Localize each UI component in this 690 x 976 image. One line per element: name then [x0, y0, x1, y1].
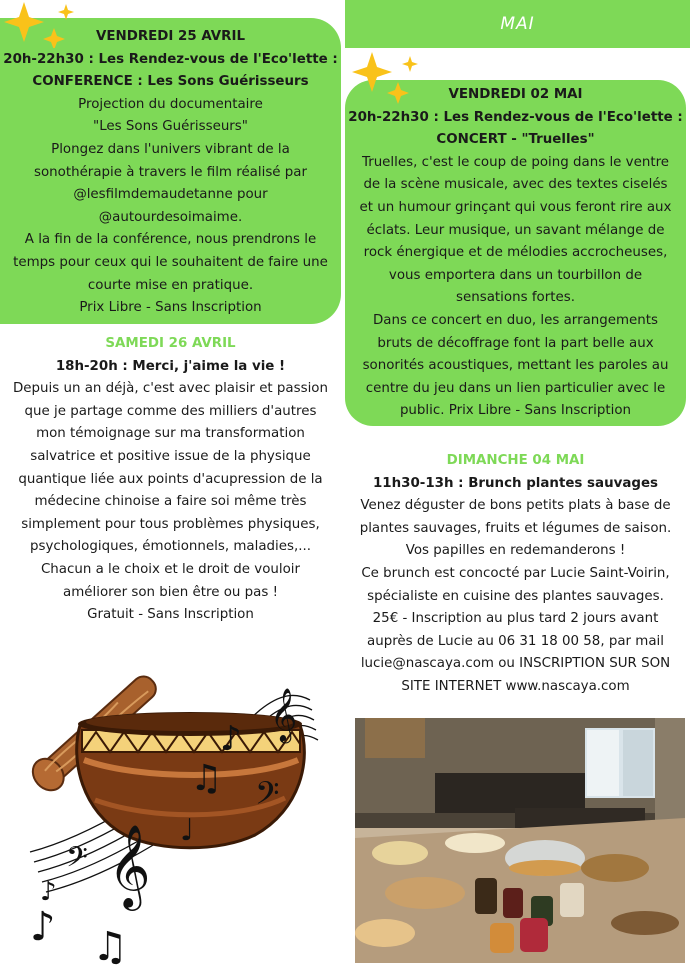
- event-04-mai: [345, 450, 686, 699]
- event-line: lucie@nascaya.com ou INSCRIPTION SUR SON: [360, 656, 671, 672]
- music-note-icon: ♫: [92, 924, 128, 970]
- music-note-icon: ♩: [180, 813, 195, 848]
- event-line: Projection du documentaire: [78, 96, 263, 112]
- event-line: centre du jeu dans un lien particulier avec le: [365, 380, 666, 396]
- event-line: que je partage comme des milliers d'autres: [24, 403, 317, 419]
- event-26-avril: [0, 333, 341, 627]
- singing-bowl-illustration: [0, 640, 330, 976]
- event-line: sensations fortes.: [456, 290, 575, 306]
- event-time: 18h-20h : Merci, j'aime la vie !: [55, 358, 286, 374]
- event-line: @autourdesoimaime.: [98, 209, 243, 225]
- event-line: 25€ - Inscription au plus tard 2 jours avant: [372, 611, 659, 627]
- event-line: sonorités acoustiques, mettant les paroles au: [362, 358, 669, 374]
- event-line: simplement pour tous problèmes physiques,: [21, 516, 320, 532]
- event-date: SAMEDI 26 AVRIL: [105, 336, 236, 351]
- event-line: et un humour grinçant qui vous feront rire aux: [359, 199, 672, 215]
- event-line: améliorer son bien être ou pas !: [63, 584, 278, 600]
- event-line: A la fin de la conférence, nous prendrons le: [24, 232, 317, 248]
- treble-clef-icon: 𝄞: [108, 823, 151, 907]
- event-subtitle: CONFERENCE : Les Sons Guérisseurs: [32, 74, 309, 90]
- music-note-icon: ♫: [190, 758, 223, 799]
- event-line: salvatrice et positive issue de la physique: [30, 448, 311, 464]
- event-time: 11h30-13h : Brunch plantes sauvages: [372, 475, 658, 491]
- music-note-icon: ♪: [220, 719, 242, 759]
- event-line: spécialiste en cuisine des plantes sauvages.: [367, 588, 664, 604]
- event-line: sonothérapie à travers le film réalisé par: [33, 164, 308, 180]
- event-line: Depuis un an déjà, c'est avec plaisir et passion: [12, 381, 328, 397]
- event-line: vous emportera dans un tourbillon de: [388, 267, 643, 283]
- event-date: VENDREDI 02 MAI: [448, 87, 583, 102]
- event-line: éclats. Leur musique, un savant mélange de: [366, 222, 665, 238]
- event-date: DIMANCHE 04 MAI: [446, 453, 585, 468]
- event-line: Chacun a le choix et le droit de vouloir: [40, 561, 301, 577]
- event-line: auprès de Lucie au 06 31 18 00 58, par mail: [367, 633, 664, 649]
- music-note-icon: ♪: [30, 904, 56, 950]
- event-line: Vos papilles en redemanderons !: [405, 543, 626, 559]
- event-25-avril: [0, 26, 341, 320]
- event-line: rock énergique et de mélodies accrocheuses,: [363, 245, 668, 261]
- event-line: médecine chinoise a faire soi même très: [34, 494, 307, 510]
- event-line: Plongez dans l'univers vibrant de la: [51, 141, 290, 157]
- event-date: VENDREDI 25 AVRIL: [96, 29, 245, 44]
- event-line: quantique liée aux points d'acupression de la: [18, 471, 323, 487]
- event-line: de la scène musicale, avec des textes ciselés: [363, 177, 668, 193]
- month-header: MAI: [345, 0, 690, 48]
- treble-clef-icon: 𝄞: [270, 687, 298, 741]
- event-time: 20h-22h30 : Les Rendez-vous de l'Eco'lette :: [348, 109, 683, 125]
- event-line: Venez déguster de bons petits plats à base de: [360, 498, 671, 514]
- event-line: mon témoignage sur ma transformation: [36, 426, 305, 442]
- bass-clef-icon: 𝄢: [66, 841, 88, 881]
- event-line: Ce brunch est concocté par Lucie Saint-Voirin,: [361, 565, 670, 581]
- event-line: Dans ce concert en duo, les arrangements: [372, 312, 659, 328]
- music-note-icon: ♪: [40, 877, 57, 907]
- event-subtitle: CONCERT - "Truelles": [436, 132, 595, 148]
- event-line: SITE INTERNET www.nascaya.com: [401, 678, 630, 694]
- event-price: public. Prix Libre - Sans Inscription: [399, 403, 632, 419]
- event-price: Prix Libre - Sans Inscription: [79, 300, 262, 316]
- event-line: "Les Sons Guérisseurs": [93, 119, 248, 135]
- event-line: Truelles, c'est le coup de poing dans le ventre: [361, 154, 670, 170]
- event-line: plantes sauvages, fruits et légumes de saison.: [359, 520, 672, 536]
- event-line: bruts de décoffrage font la part belle aux: [377, 335, 654, 351]
- event-time: 20h-22h30 : Les Rendez-vous de l'Eco'lette :: [3, 51, 338, 67]
- event-price: Gratuit - Sans Inscription: [87, 607, 254, 623]
- event-02-mai: [345, 84, 686, 423]
- bass-clef-icon: 𝄢: [255, 775, 280, 819]
- event-line: courte mise en pratique.: [87, 277, 254, 293]
- event-line: psychologiques, émotionnels, maladies,...: [30, 539, 311, 555]
- event-line: @lesfilmdemaudetanne pour: [73, 187, 268, 203]
- brunch-photo: [355, 718, 685, 963]
- event-line: temps pour ceux qui le souhaitent de faire une: [13, 254, 328, 270]
